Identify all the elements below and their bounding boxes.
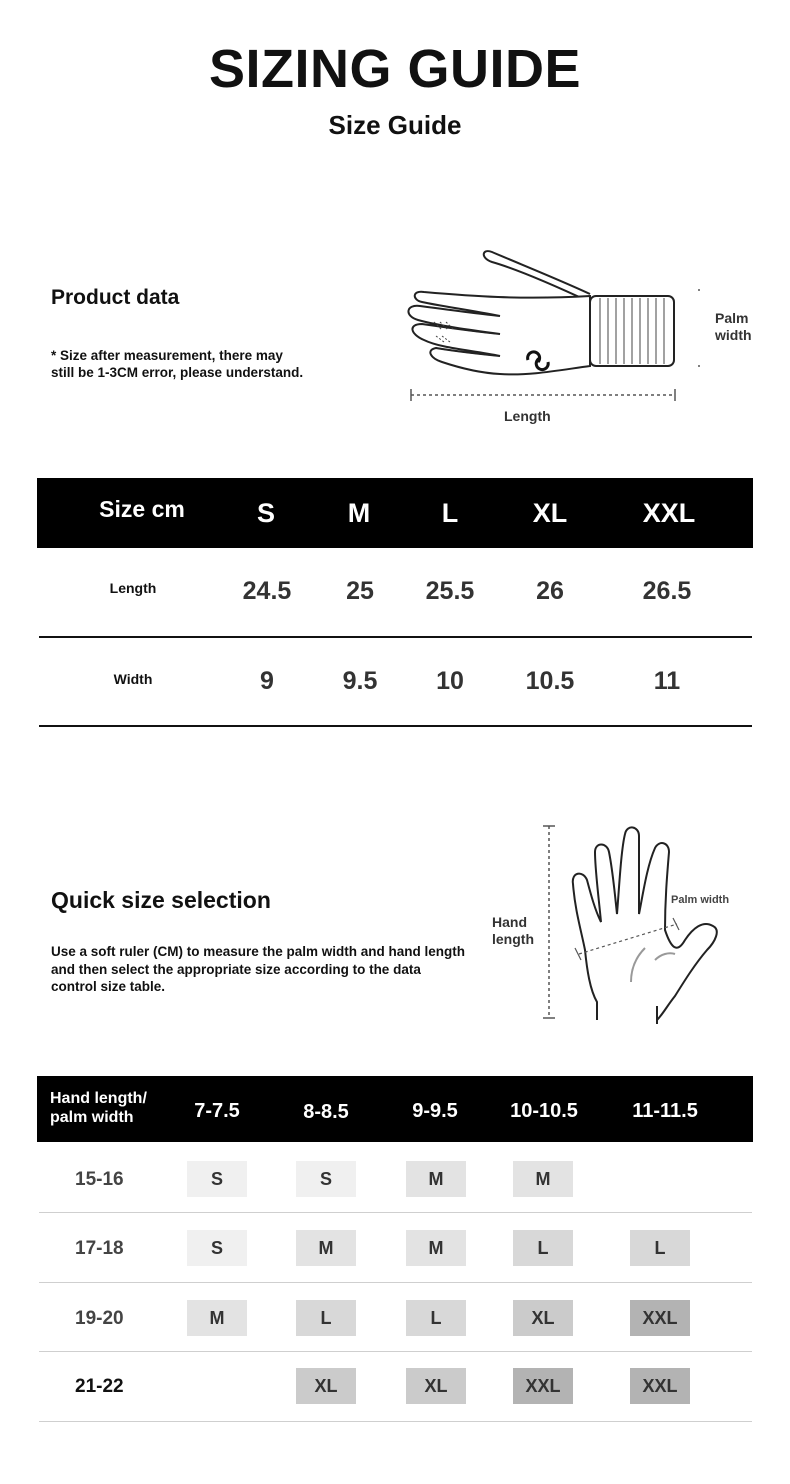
page-subtitle: Size Guide [328,110,462,140]
selection-table-divider [39,1212,752,1213]
selection-header-line1: Hand length/ [50,1090,147,1107]
palm-col-5: 11-11.5 [632,1100,698,1122]
size-chip: XL [513,1300,573,1336]
palm-col-2: 8-8.5 [303,1101,349,1123]
glove-illustration [400,240,700,410]
size-chip: M [296,1230,356,1266]
row-label-length: Length [109,580,157,596]
size-chip: S [187,1161,247,1197]
length-m: 25 [346,577,374,605]
size-chip: M [406,1161,466,1197]
length-l: 25.5 [425,577,475,605]
quick-selection-heading: Quick size selection [51,887,271,913]
size-chip: XXL [630,1300,690,1336]
width-l: 10 [436,667,464,695]
palm-col-4: 10-10.5 [510,1100,578,1122]
length-s: 24.5 [242,577,292,605]
size-col-xxl: XXL [642,498,696,528]
size-chip: XXL [513,1368,573,1404]
selection-header-line2: palm width [50,1109,134,1126]
width-s: 9 [260,667,274,695]
size-chip: M [513,1161,573,1197]
size-col-xl: XL [532,498,568,528]
size-col-m: M [347,498,371,528]
quick-selection-desc-line1: Use a soft ruler (CM) to measure the palm width and hand length [51,944,466,959]
size-chip: M [406,1230,466,1266]
palm-col-1: 7-7.5 [194,1100,240,1122]
size-col-s: S [256,498,275,528]
hand-length-row-label: 17-18 [75,1238,124,1259]
selection-table-header [37,1076,753,1142]
hand-length-label-line1: Hand [492,914,527,930]
quick-selection-desc-line2: and then select the appropriate size according to the data [51,962,421,977]
product-data-heading: Product data [51,286,180,309]
quick-selection-desc-line3: control size table. [51,979,166,994]
size-chip: S [187,1230,247,1266]
size-chip: L [406,1300,466,1336]
row-label-width: Width [113,671,153,687]
measurement-note-line1: * Size after measurement, there may [51,348,283,363]
size-chip: L [630,1230,690,1266]
size-chip: L [513,1230,573,1266]
palm-col-3: 9-9.5 [412,1100,458,1122]
hand-length-row-label: 19-20 [75,1308,124,1329]
size-chip: XXL [630,1368,690,1404]
size-table-divider-2 [39,725,752,727]
selection-table-divider [39,1351,752,1352]
length-xxl: 26.5 [642,577,692,605]
hand-length-row-label: 21-22 [75,1376,124,1397]
size-col-l: L [441,498,459,528]
size-chip: XL [296,1368,356,1404]
palm-width-hand-label: Palm width [671,894,730,906]
selection-table-divider [39,1421,752,1422]
size-table-divider-1 [39,636,752,638]
width-xl: 10.5 [525,667,575,695]
width-m: 9.5 [342,667,378,695]
size-chip: L [296,1300,356,1336]
width-xxl: 11 [653,667,681,695]
size-table-header [37,478,753,548]
selection-table-divider [39,1282,752,1283]
size-chip: M [187,1300,247,1336]
page-title: SIZING GUIDE [208,39,582,99]
length-label: Length [504,408,551,424]
measurement-note-line2: still be 1-3CM error, please understand. [51,365,304,380]
hand-length-label-line2: length [492,931,534,947]
size-chip: S [296,1161,356,1197]
size-table-header-label: Size cm [99,496,185,522]
hand-illustration [535,820,735,1030]
length-xl: 26 [536,577,564,605]
palm-width-label-line1: Palm [715,310,749,326]
size-chip: XL [406,1368,466,1404]
palm-width-label-line2: width [715,327,752,343]
hand-length-row-label: 15-16 [75,1169,124,1190]
